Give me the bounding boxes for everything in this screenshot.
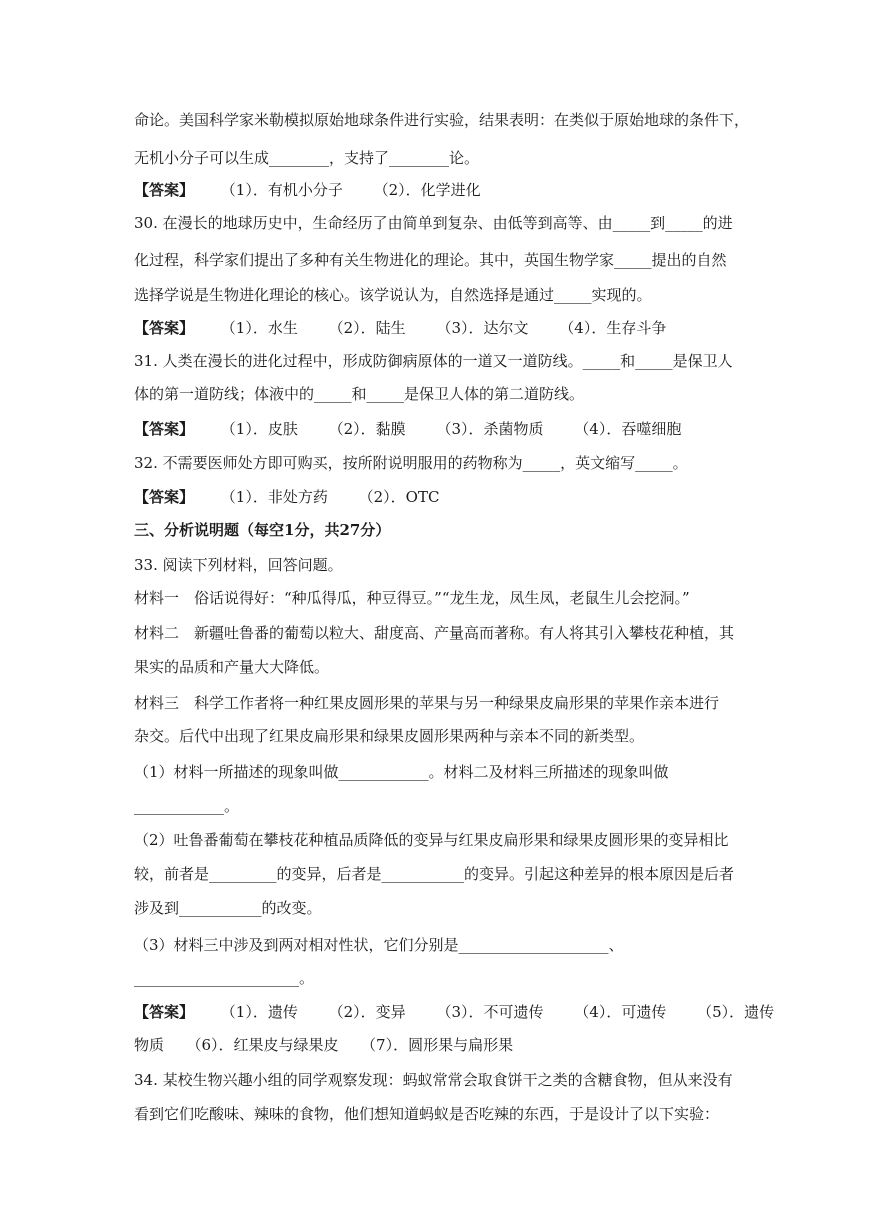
text-line: 选择学说是生物进化理论的核心。该学说认为，自然选择是通过_____实现的。: [134, 286, 652, 304]
text-line: 涉及到___________的改变。: [134, 899, 322, 917]
section-heading: 三、分析说明题（每空1分，共27分）: [134, 521, 391, 539]
text-line: 较，前者是_________的变异，后者是___________的变异。引起这种差异的根本原因是后者: [134, 865, 735, 883]
text-line: 无机小分子可以生成________，支持了________论。: [134, 149, 480, 167]
text-line: 杂交。后代中出现了红果皮扁形果和绿果皮圆形果两种与亲本不同的新类型。: [134, 727, 645, 745]
answer-item: （2）．变异: [328, 1003, 406, 1021]
answer-item: （2）．化学进化: [373, 181, 481, 199]
text-line: 化过程，科学家们提出了多种有关生物进化的理论。其中，英国生物学家_____提出的自然: [134, 251, 727, 269]
text-line: ____________。: [134, 797, 240, 815]
answer-item: （1）．遗传: [220, 1003, 298, 1021]
question-33: 33. 阅读下列材料，回答问题。: [134, 556, 343, 574]
answer-item: （2）．陆生: [328, 319, 406, 337]
text-line: 体的第一道防线；体液中的_____和_____是保卫人体的第二道防线。: [134, 385, 585, 403]
answer-tag: 【答案】: [134, 420, 195, 438]
sub-question-3: （3）材料三中涉及到两对相对性状，它们分别是____________________、: [134, 936, 624, 954]
answer-item: （1）．皮肤: [220, 420, 298, 438]
answer-item: （3）．达尔文: [436, 319, 529, 337]
answer-tag: 【答案】: [134, 181, 195, 199]
question-31: 31. 人类在漫长的进化过程中，形成防御病原体的一道又一道防线。_____和_____是保卫人: [134, 352, 733, 370]
answer-item: （4）．可遗传: [574, 1003, 667, 1021]
question-30: 30. 在漫长的地球历史中，生命经历了由简单到复杂、由低等到高等、由_____到_____的进: [134, 214, 733, 232]
material-2: 材料二 新疆吐鲁番的葡萄以粒大、甜度高、产量高而著称。有人将其引入攀枝花种植，其: [134, 624, 735, 642]
text-line: 物质 （6）．红果皮与绿果皮 （7）．圆形果与扁形果: [134, 1036, 514, 1054]
answer-item: （4）．吞噬细胞: [574, 420, 682, 438]
question-32: 32. 不需要医师处方即可购买，按所附说明服用的药物称为_____，英文缩写_____。: [134, 454, 688, 472]
answer-30: [134, 318, 741, 338]
answer-29: [134, 180, 741, 200]
answer-32: [134, 487, 741, 507]
answer-item: （1）．有机小分子: [220, 181, 343, 199]
answer-item: （1）．非处方药: [220, 488, 328, 506]
answer-tag: 【答案】: [134, 319, 195, 337]
sub-question-1: （1）材料一所描述的现象叫做____________。材料二及材料三所描述的现象叫做: [134, 763, 669, 781]
answer-tag: 【答案】: [134, 488, 195, 506]
answer-item: （1）．水生: [220, 319, 298, 337]
text-line: 命论。美国科学家米勒模拟原始地球条件进行实验，结果表明：在类似于原始地球的条件下，: [134, 111, 750, 129]
answer-31: [134, 419, 741, 439]
sub-question-2: （2）吐鲁番葡萄在攀枝花种植品质降低的变异与红果皮扁形果和绿果皮圆形果的变异相比: [134, 831, 729, 849]
question-34: 34. 某校生物兴趣小组的同学观察发现：蚂蚁常常会取食饼干之类的含糖食物，但从来没有: [134, 1071, 733, 1089]
material-3: 材料三 科学工作者将一种红果皮圆形果的苹果与另一种绿果皮扁形果的苹果作亲本进行: [134, 694, 720, 712]
answer-item: （2）．黏膜: [328, 420, 406, 438]
answer-tag: 【答案】: [134, 1003, 195, 1021]
answer-item: （3）．不可遗传: [436, 1003, 544, 1021]
text-line: 看到它们吃酸味、辣味的食物，他们想知道蚂蚁是否吃辣的东西，于是设计了以下实验：: [134, 1105, 720, 1123]
answer-33: [134, 1002, 775, 1022]
material-1: 材料一 俗话说得好：“种瓜得瓜，种豆得豆。”“龙生龙，凤生凤，老鼠生儿会挖洞。”: [134, 589, 690, 607]
answer-item: （3）．杀菌物质: [436, 420, 544, 438]
answer-item: （2）．OTC: [358, 488, 440, 506]
text-line: 果实的品质和产量大大降低。: [134, 658, 330, 676]
answer-item: （5）．遗传: [697, 1003, 775, 1021]
answer-item: （4）．生存斗争: [559, 319, 667, 337]
text-line: ______________________。: [134, 969, 315, 987]
